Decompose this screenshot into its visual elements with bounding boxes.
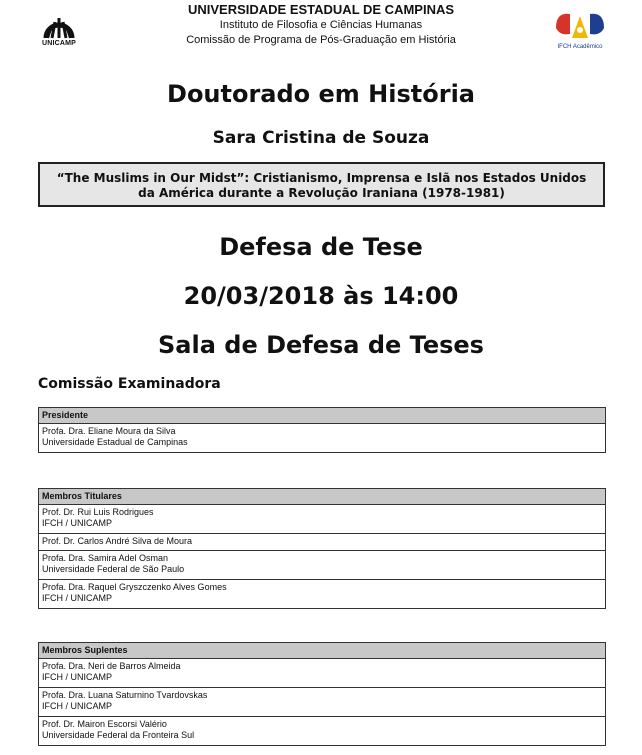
member-name: Prof. Dr. Mairon Escorsi Valério — [42, 719, 167, 729]
member-name: Profa. Dra. Luana Saturnino Tvardovskas — [42, 690, 208, 700]
ifch-logo — [552, 8, 608, 52]
member-name: Profa. Dra. Raquel Gryszczenko Alves Gomes — [42, 582, 227, 592]
member-institution: IFCH / UNICAMP — [42, 593, 113, 603]
ifch-logo-icon — [552, 8, 608, 44]
committee-heading: Comissão Examinadora — [38, 376, 221, 392]
table-row — [39, 424, 605, 452]
president-table — [38, 407, 606, 453]
president-table-header: Presidente — [39, 408, 605, 424]
suplentes-table — [38, 642, 606, 746]
unicamp-logo — [40, 8, 78, 52]
member-institution: Universidade Federal de São Paulo — [42, 564, 185, 574]
table-row — [39, 580, 605, 608]
event-title: Defesa de Tese — [219, 233, 423, 261]
titulares-table-header: Membros Titulares — [39, 489, 605, 505]
titulares-table — [38, 488, 606, 609]
member-name: Prof. Dr. Carlos André Silva de Moura — [42, 536, 193, 546]
member-name: Prof. Dr. Rui Luis Rodrigues — [42, 507, 154, 517]
thesis-title-box — [38, 162, 605, 207]
unicamp-logo-text: UNICAMP — [41, 40, 77, 47]
unicamp-logo-icon — [42, 8, 76, 40]
member-institution: IFCH / UNICAMP — [42, 518, 113, 528]
thesis-title: “The Muslims in Our Midst”: Cristianismo, Imprensa e Islã nos Estados Unidos da América durante a Revolução Iraniana (1978-1981) — [56, 171, 587, 200]
student-name: Sara Cristina de Souza — [212, 128, 430, 148]
table-row — [39, 717, 605, 745]
member-name: Profa. Dra. Eliane Moura da Silva — [42, 426, 176, 436]
institute-name: Instituto de Filosofia e Ciências Humanas — [219, 19, 423, 31]
suplentes-table-header: Membros Suplentes — [39, 643, 605, 659]
member-institution: IFCH / UNICAMP — [42, 701, 113, 711]
table-row — [39, 659, 605, 688]
event-datetime: 20/03/2018 às 14:00 — [183, 282, 459, 310]
member-institution: Universidade Estadual de Campinas — [42, 437, 188, 447]
member-name: Profa. Dra. Samira Adel Osman — [42, 553, 169, 563]
document-header — [0, 0, 642, 56]
institution-block — [150, 2, 492, 48]
event-room: Sala de Defesa de Teses — [158, 331, 484, 359]
table-row — [39, 534, 605, 551]
ifch-logo-text: IFCH Acadêmico — [557, 44, 603, 50]
table-row — [39, 551, 605, 580]
commission-name: Comissão de Programa de Pós-Graduação em História — [186, 34, 456, 46]
table-row — [39, 688, 605, 717]
member-institution: IFCH / UNICAMP — [42, 672, 113, 682]
member-name: Profa. Dra. Neri de Barros Almeida — [42, 661, 181, 671]
table-row — [39, 505, 605, 534]
course-title: Doutorado em História — [167, 80, 475, 108]
member-institution: Universidade Federal da Fronteira Sul — [42, 730, 195, 740]
university-name: UNIVERSIDADE ESTADUAL DE CAMPINAS — [187, 2, 455, 17]
